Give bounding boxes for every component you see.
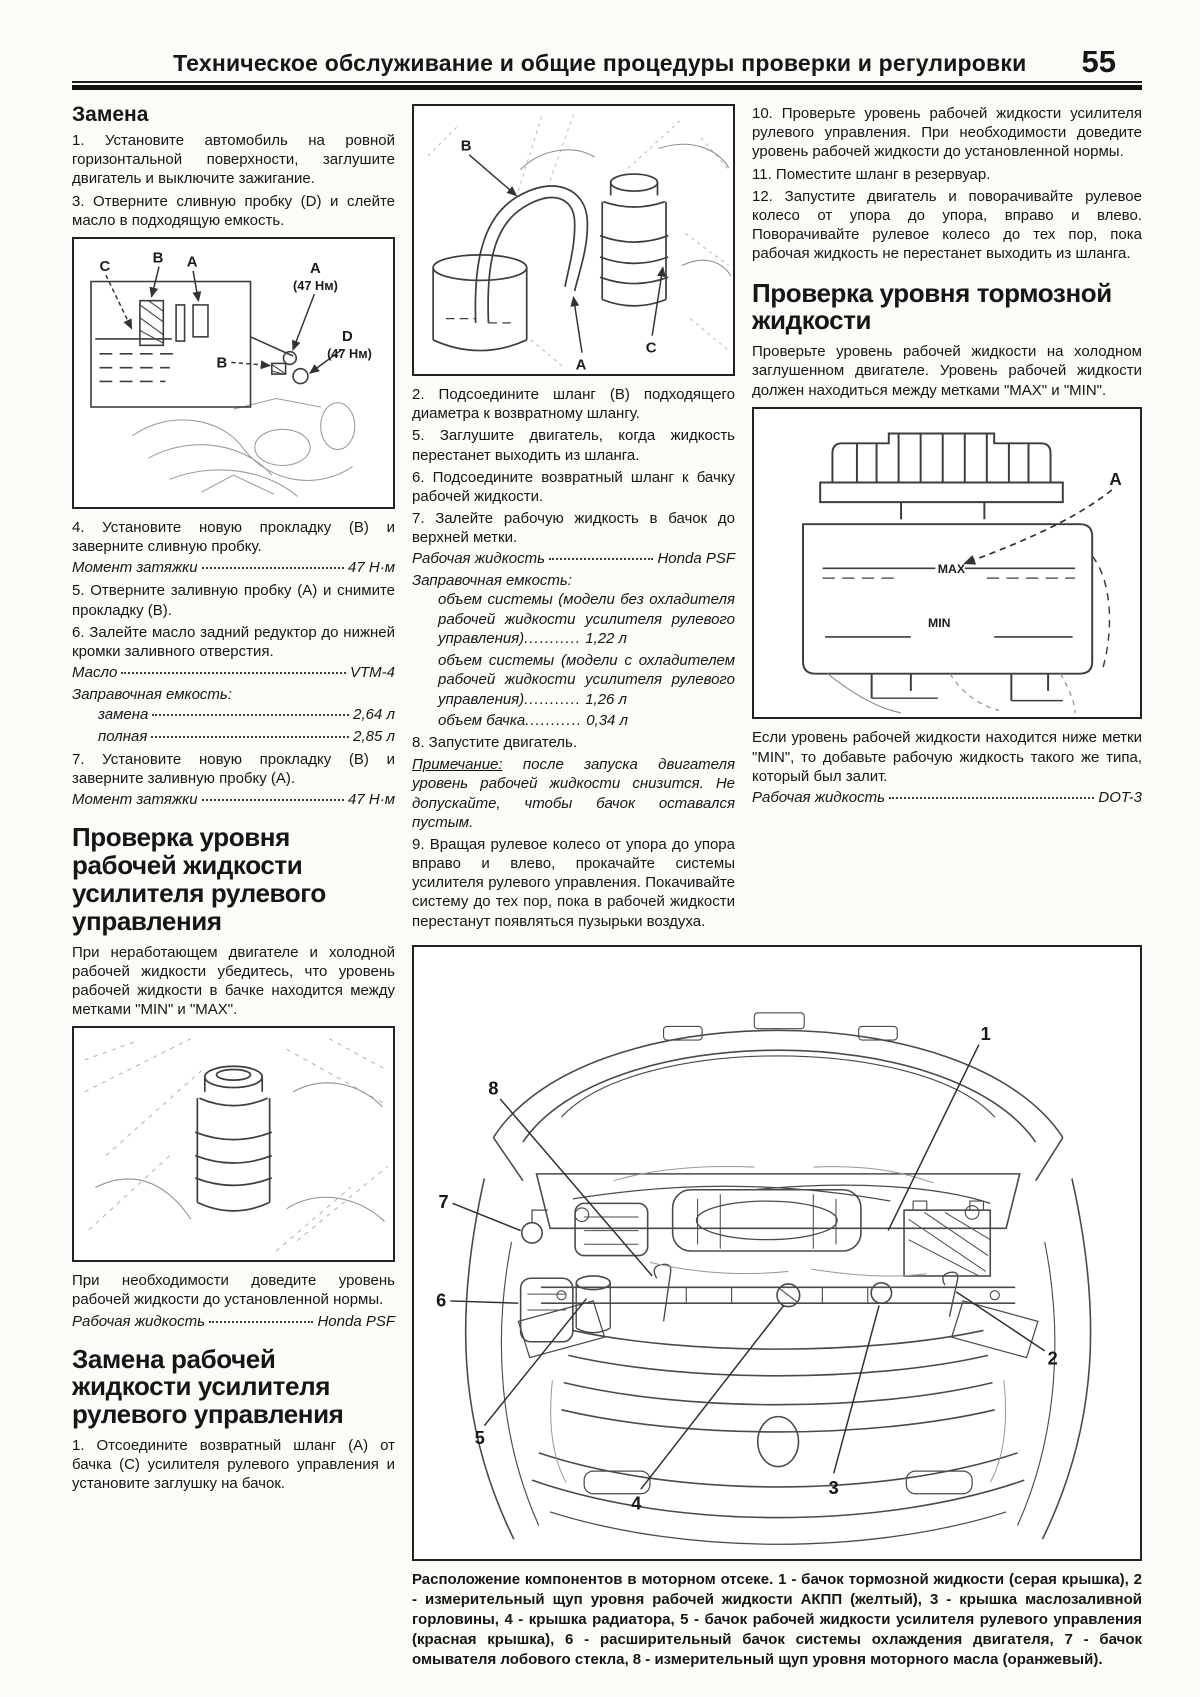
spec-system-volume-1 bbox=[412, 590, 735, 649]
dot-leader bbox=[209, 1321, 313, 1323]
spec-label: полная bbox=[98, 728, 148, 746]
label-d: D bbox=[341, 329, 353, 346]
callout-2: 2 bbox=[1047, 1348, 1058, 1369]
figure-engine-bay-components bbox=[412, 945, 1142, 1562]
column-left bbox=[72, 104, 395, 1670]
figure-brake-fluid-reservoir bbox=[752, 407, 1142, 720]
dot-leader bbox=[889, 797, 1094, 799]
spec-value: VTM-4 bbox=[350, 664, 395, 682]
figure-psf-drain-hose bbox=[412, 104, 735, 376]
figure-rear-diff-drain-diagram bbox=[72, 237, 395, 509]
dot-leader bbox=[549, 558, 653, 560]
step-11: 11. Поместите шланг в резервуар. bbox=[752, 165, 991, 183]
drain-hose-drawing bbox=[414, 106, 733, 374]
step-5: 5. Заглушите двигатель, когда жидкость перестанет выходить из шланга. bbox=[412, 427, 735, 464]
callout-5: 5 bbox=[474, 1427, 485, 1448]
label-b: B bbox=[152, 250, 164, 267]
dot-leader bbox=[121, 672, 346, 674]
figure-ps-reservoir bbox=[72, 1026, 395, 1262]
engine-bay-drawing bbox=[414, 947, 1140, 1560]
columns-right-wrap bbox=[412, 104, 1142, 1670]
spec-label: Момент затяжки bbox=[72, 559, 198, 577]
spec-value: 47 Н·м bbox=[348, 791, 395, 809]
heading-ps-fluid-replace: Замена рабочей жидкости усилителя рулевого управления bbox=[72, 1343, 344, 1430]
label-max: MAX bbox=[937, 561, 966, 576]
step-1: 1. Установите автомобиль на ровной горизонтальной поверхности, заглушите двигатель и выключите зажигание. bbox=[72, 132, 395, 188]
step-9: 9. Вращая рулевое колесо от упора до упора вправо и влево, прокачайте системы усилителя рулевого управления. Покачивайте систему до тех пор, пока в рабочей жидкости перестанут появляться пузырьки воздуха. bbox=[412, 835, 735, 930]
ps-check-paragraph: При неработающем двигателе и холодной рабочей жидкости убедитесь, что уровень рабочей жидкости в бачке находится между метками "MIN" и "MAX". bbox=[72, 943, 395, 1019]
label-c: C bbox=[645, 340, 657, 357]
label-a: A bbox=[186, 254, 198, 271]
label-b: B bbox=[460, 138, 472, 155]
step-8: 8. Запустите двигатель. bbox=[412, 733, 578, 751]
note-label: Примечание: bbox=[412, 756, 503, 774]
callout-8: 8 bbox=[488, 1078, 499, 1099]
spec-oil-type bbox=[72, 664, 395, 681]
spec-value: 1,22 л bbox=[581, 630, 628, 648]
spec-label: объем бачка bbox=[438, 712, 526, 730]
label-a2: A bbox=[310, 261, 321, 278]
spec-reservoir-volume bbox=[412, 711, 735, 731]
spec-fluid-psf bbox=[412, 550, 735, 567]
callout-4: 4 bbox=[631, 1493, 642, 1514]
brake-check-paragraph: Проверьте уровень рабочей жидкости на холодном заглушенном двигателе. Уровень рабочей жидкости должен находиться между метками "MAX" и "MIN". bbox=[752, 343, 1142, 399]
note-text: после запуска двигателя уровень рабочей жидкости снизится. Не допускайте, чтобы бачок оставался пустым. bbox=[412, 756, 735, 831]
dot-leader bbox=[202, 567, 344, 569]
label-b2: B bbox=[216, 355, 228, 372]
dot-leader bbox=[524, 630, 581, 647]
spec-value: 47 Н·м bbox=[348, 559, 395, 577]
spec-capacity-full bbox=[72, 728, 395, 745]
callout-7: 7 bbox=[438, 1191, 449, 1212]
two-columns bbox=[412, 104, 1142, 934]
spec-value: 2,64 л bbox=[353, 706, 395, 724]
spec-label: объем системы (модели без охладителя рабочей жидкости усилителя рулевого управления) bbox=[438, 591, 735, 648]
note-paragraph bbox=[412, 755, 735, 832]
spec-label: Масло bbox=[72, 664, 118, 682]
spec-label: замена bbox=[98, 706, 149, 724]
header-rule-thick bbox=[72, 85, 1142, 90]
heading-replacement: Замена bbox=[72, 103, 149, 126]
spec-value: 0,34 л bbox=[582, 712, 629, 730]
spec-label: Рабочая жидкость bbox=[412, 550, 546, 568]
spec-capacity-replace bbox=[72, 706, 395, 723]
column-right bbox=[752, 104, 1142, 934]
header-rule-thin bbox=[72, 81, 1142, 83]
page-content bbox=[72, 104, 1142, 1670]
spec-label: Рабочая жидкость bbox=[72, 1312, 206, 1330]
page-number: 55 bbox=[1081, 44, 1116, 79]
spec-capacity-heading: Заправочная емкость: bbox=[72, 686, 232, 704]
spec-ps-fluid bbox=[72, 1313, 395, 1330]
engine-bay-section bbox=[412, 938, 1142, 1670]
spec-value: 1,26 л bbox=[581, 690, 628, 708]
spec-value: DOT-3 bbox=[1098, 789, 1142, 807]
spec-torque-drain bbox=[72, 559, 395, 576]
spec-torque-fill bbox=[72, 791, 395, 808]
brake-add-paragraph: Если уровень рабочей жидкости находится ниже метки "MIN", то добавьте рабочую жидкость такого же типа, который был залит. bbox=[752, 729, 1142, 785]
ps-reservoir-drawing bbox=[74, 1028, 393, 1260]
step-7: 7. Установите новую прокладку (B) и заверните заливную пробку (A). bbox=[72, 751, 395, 788]
label-min: MIN bbox=[928, 615, 951, 630]
dot-leader bbox=[202, 799, 344, 801]
step-10: 10. Проверьте уровень рабочей жидкости усилителя рулевого управления. При необходимости доведите уровень рабочей жидкости до установленной нормы. bbox=[752, 105, 1142, 161]
callout-3: 3 bbox=[828, 1477, 839, 1498]
step-6: 6. Залейте масло задний редуктор до нижней кромки заливного отверстия. bbox=[72, 623, 395, 660]
spec-system-volume-2 bbox=[412, 651, 735, 710]
ps-replace-step-1: 1. Отсоедините возвратный шланг (A) от бачка (C) усилителя рулевого управления и установите заглушку на бачок. bbox=[72, 1437, 395, 1493]
page-title: Техническое обслуживание и общие процедуры проверки и регулировки bbox=[173, 50, 1027, 76]
label-a2-torque: (47 Нм) bbox=[293, 278, 338, 294]
heading-brake-fluid-check: Проверка уровня тормозной жидкости bbox=[752, 277, 1112, 336]
step-6: 6. Подсоедините возвратный шланг к бачку рабочей жидкости. bbox=[412, 468, 735, 505]
spec-value: Honda PSF bbox=[657, 550, 735, 568]
spec-label: Момент затяжки bbox=[72, 791, 198, 809]
ps-adjust-paragraph: При необходимости доведите уровень рабочей жидкости до установленной нормы. bbox=[72, 1272, 395, 1309]
dot-leader bbox=[525, 712, 582, 729]
label-a: A bbox=[1109, 468, 1122, 489]
step-4: 4. Установите новую прокладку (B) и заверните сливную пробку. bbox=[72, 518, 395, 556]
spec-label: объем системы (модели с охладителем рабочей жидкости усилителя рулевого управления) bbox=[438, 651, 735, 708]
step-2: 2. Подсоедините шланг (B) подходящего диаметра к возвратному шлангу. bbox=[412, 385, 735, 423]
heading-ps-fluid-check: Проверка уровня рабочей жидкости усилителя рулевого управления bbox=[72, 822, 326, 936]
step-7: 7. Залейте рабочую жидкость в бачок до верхней метки. bbox=[412, 510, 735, 547]
column-middle bbox=[412, 104, 735, 934]
callout-1: 1 bbox=[980, 1023, 991, 1044]
label-a: A bbox=[575, 357, 587, 374]
spec-brake-fluid bbox=[752, 789, 1142, 806]
label-c: C bbox=[99, 258, 111, 275]
engine-bay-caption: Расположение компонентов в моторном отсеке. 1 - бачок тормозной жидкости (серая крышка), 2 - измерительный щуп уровня рабочей жидкости АКПП (желтый), 3 - крышка маслозаливной горловины, 4 - крышка радиатора, 5 - бачок рабочей жидкости усилителя рулевого управления (красная крышка), 6 - расширительный бачок системы охлаждения двигателя, 7 - бачок омывателя лобового стекла, 8 - измерительный щуп уровня моторного масла (оранжевый). bbox=[412, 1571, 1142, 1669]
page-header bbox=[72, 46, 1142, 77]
spec-label: Рабочая жидкость bbox=[752, 789, 886, 807]
callout-6: 6 bbox=[436, 1290, 447, 1311]
drain-diagram-drawing bbox=[74, 239, 393, 507]
spec-value: Honda PSF bbox=[317, 1312, 395, 1330]
label-d-torque: (47 Нм) bbox=[327, 346, 372, 362]
step-3: 3. Отверните сливную пробку (D) и слейте масло в подходящую емкость. bbox=[72, 192, 395, 229]
step-5: 5. Отверните заливную пробку (A) и снимите прокладку (B). bbox=[72, 582, 395, 619]
dot-leader bbox=[524, 691, 581, 708]
brake-reservoir-drawing bbox=[754, 409, 1140, 718]
spec-value: 2,85 л bbox=[353, 728, 395, 746]
spec-capacity-heading: Заправочная емкость: bbox=[412, 572, 572, 590]
step-12: 12. Запустите двигатель и поворачивайте рулевое колесо от упора до упора, вправо и влево. Поворачивайте рулевое колесо до тех пор, пока рабочая жидкость не перестанет выходить из шланга. bbox=[752, 187, 1142, 263]
dot-leader bbox=[151, 736, 349, 738]
dot-leader bbox=[152, 714, 349, 716]
